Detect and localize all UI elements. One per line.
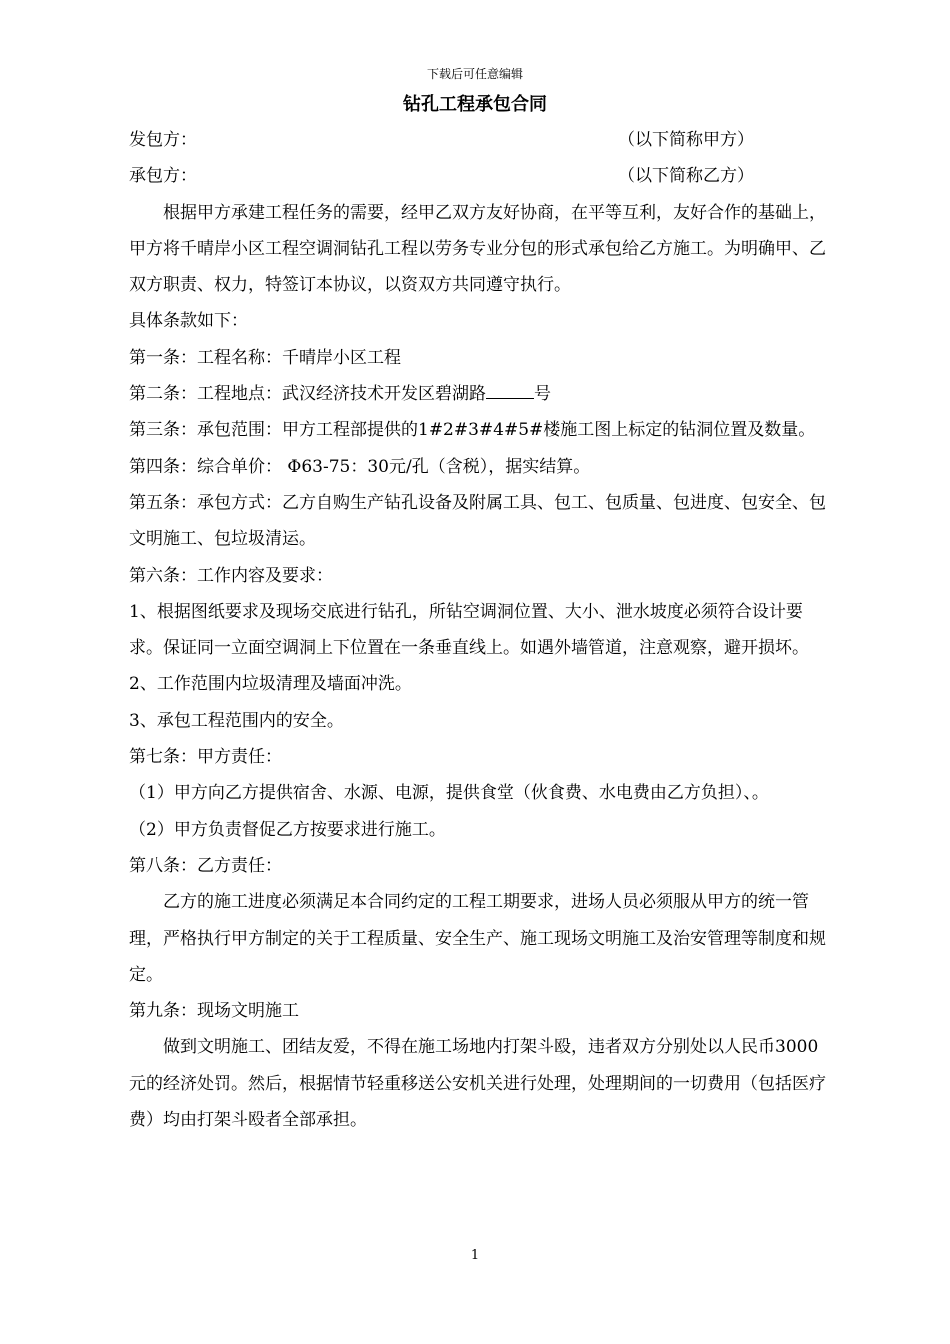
intro-tail: 具体条款如下：	[129, 311, 248, 332]
clause-7-item-2: （2）甲方负责督促乙方按要求进行施工。	[129, 819, 446, 840]
clause-7-item-1: （1）甲方向乙方提供宿舍、水源、电源，提供食堂（伙食费、水电费由乙方负担）、。	[129, 783, 769, 804]
clause-2-prefix: 第二条：工程地点：武汉经济技术开发区碧湖路	[129, 384, 486, 405]
document-body	[129, 122, 834, 1138]
clause-6-item-3: 3、承包工程范围内的安全。	[129, 710, 344, 731]
party-line-employer	[129, 122, 834, 158]
party-label: 发包方：	[129, 130, 197, 150]
clause-9: 第九条：现场文明施工	[129, 1001, 299, 1022]
page-header-note: 下载后可任意编辑	[426, 67, 523, 81]
clause-3: 第三条：承包范围：甲方工程部提供的1#2#3#4#5#楼施工图上标定的钻洞位置及数量。	[129, 420, 816, 441]
clause-2-suffix: 号	[534, 384, 551, 405]
clause-6: 第六条：工作内容及要求：	[129, 565, 333, 586]
clause-1: 第一条：工程名称：千晴岸小区工程	[129, 347, 401, 368]
party-label: 承包方：	[129, 166, 197, 187]
clause-5: 第五条：承包方式：乙方自购生产钻孔设备及附属工具、包工、包质量、包进度、包安全、包文明施工、包垃圾清运。	[129, 492, 826, 550]
document-title: 钻孔工程承包合同	[403, 94, 547, 115]
clause-2	[129, 376, 834, 412]
clause-4: 第四条：综合单价： Φ63-75：30元/孔（含税），据实结算。	[129, 456, 591, 477]
clause-7: 第七条：甲方责任：	[129, 747, 282, 768]
party-suffix: （以下简称甲方）	[618, 130, 754, 150]
clause-8: 第八条：乙方责任：	[129, 855, 282, 876]
clause-8-text: 乙方的施工进度必须满足本合同约定的工程工期要求，进场人员必须服从甲方的统一管理，严格执行甲方制定的关于工程质量、安全生产、施工现场文明施工及治安管理等制度和规定。	[129, 892, 826, 985]
clause-9-text: 做到文明施工、团结友爱，不得在施工场地内打架斗殴，违者双方分别处以人民币3000元的经济处罚。然后，根据情节轻重移送公安机关进行处理，处理期间的一切费用（包括医疗费）均由打架斗殴者全部承担。	[129, 1037, 826, 1131]
clause-6-item-2: 2、工作范围内垃圾清理及墙面冲洗。	[129, 674, 412, 695]
clause-6-item-1: 1、根据图纸要求及现场交底进行钻孔，所钻空调洞位置、大小、泄水坡度必须符合设计要求。保证同一立面空调洞上下位置在一条垂直线上。如遇外墙管道，注意观察，避开损坏。	[129, 601, 809, 659]
intro-paragraph: 根据甲方承建工程任务的需要，经甲乙双方友好协商，在平等互利，友好合作的基础上，甲方将千晴岸小区工程空调洞钻孔工程以劳务专业分包的形式承包给乙方施工。为明确甲、乙双方职责、权力，特签订本协议，以资双方共同遵守执行。	[129, 202, 826, 296]
page-number: 1	[470, 1248, 480, 1263]
address-blank	[486, 382, 534, 399]
party-suffix: （以下简称乙方）	[618, 166, 754, 187]
party-line-contractor	[129, 158, 834, 194]
